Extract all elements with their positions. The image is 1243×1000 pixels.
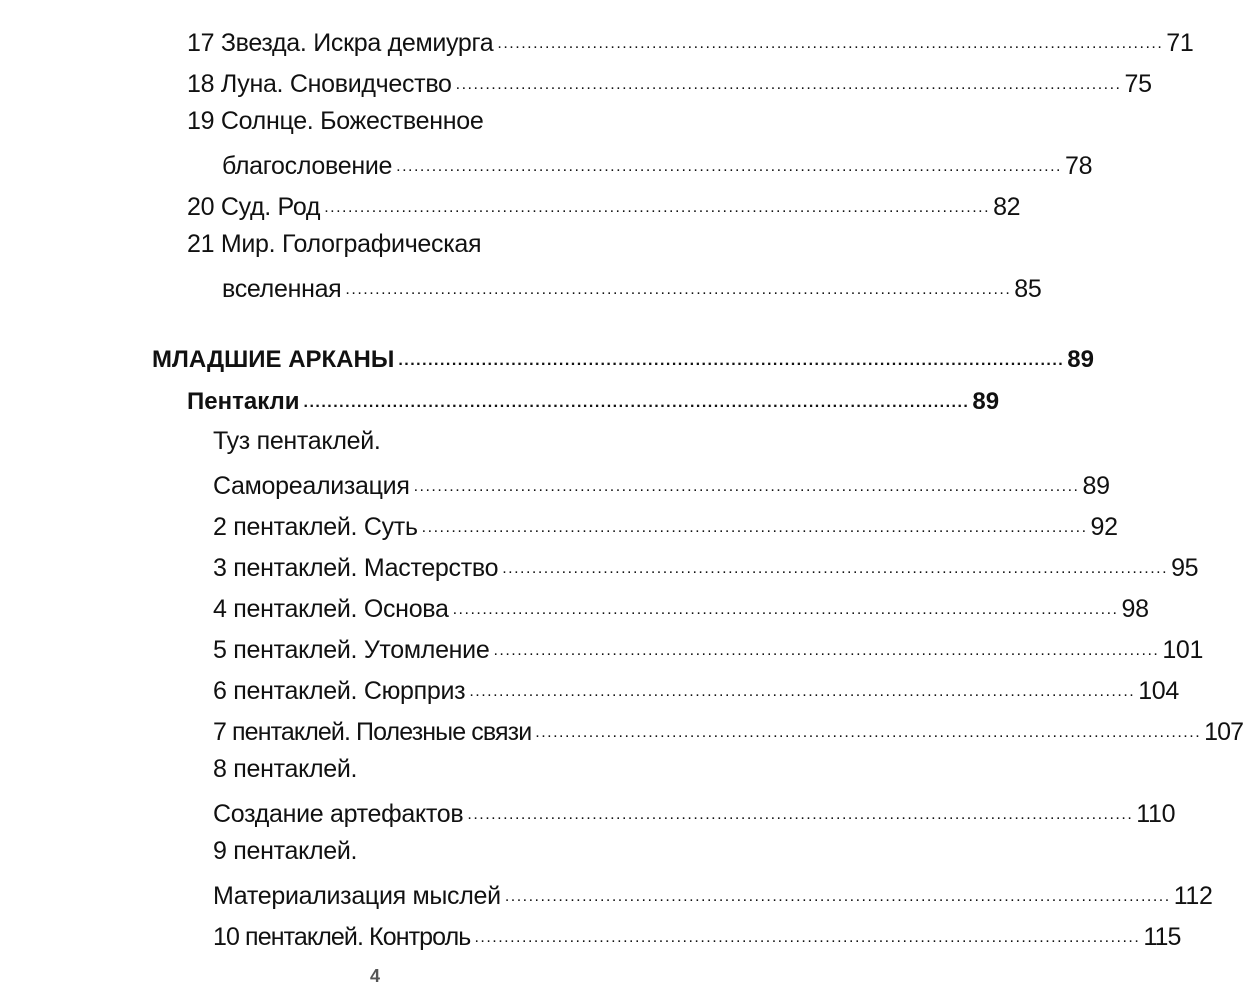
toc-entry-title: 4 пентаклей. Основа: [213, 595, 449, 623]
toc-entry-9-cont: [213, 877, 1213, 911]
toc-entry-title: 3 пентаклей. Мастерство: [213, 554, 499, 582]
dot-leader: ................................................................................................................: [497, 35, 1164, 52]
toc-entry-20: [187, 188, 1021, 222]
toc-entry-page: 115: [1143, 923, 1181, 951]
toc-entry-title: 19 Солнце. Божественное: [187, 107, 484, 135]
toc-entry-5: [213, 631, 1204, 665]
toc-entry-page: 107: [1204, 718, 1243, 746]
toc-entry-title: 9 пентаклей.: [213, 837, 358, 865]
toc-entry-19: [187, 106, 597, 140]
toc-entry-2: [213, 508, 1118, 542]
toc-entry-page: 98: [1121, 595, 1149, 623]
toc-entry-title: Самореализация: [213, 472, 410, 500]
toc-entry-page: 85: [1014, 275, 1042, 303]
toc-entry-page: 101: [1162, 636, 1204, 664]
toc-entry-8-cont: [213, 795, 1176, 829]
toc-entry-title: МЛАДШИЕ АРКАНЫ: [152, 346, 395, 373]
dot-leader: ................................................................................................................: [504, 888, 1171, 905]
toc-entry-title: 20 Суд. Род: [187, 193, 321, 221]
toc-entry-ace: [213, 426, 597, 460]
toc-entry-page: 112: [1173, 882, 1213, 910]
dot-leader: ................................................................................................................: [345, 281, 1012, 298]
toc-entry-title: 2 пентаклей. Суть: [213, 513, 418, 541]
dot-leader: ................................................................................................................: [398, 352, 1065, 369]
toc-entry-title: вселенная: [222, 275, 342, 303]
toc-entry-page: 92: [1090, 513, 1118, 541]
dot-leader: ................................................................................................................: [535, 724, 1202, 741]
toc-entry-title: Туз пентаклей.: [213, 427, 381, 455]
toc-entry-title: 10 пентаклей. Контроль: [213, 923, 471, 951]
dot-leader: ................................................................................................................: [421, 519, 1088, 536]
dot-leader: ................................................................................................................: [452, 601, 1119, 618]
toc-section-minor-arcana: [152, 341, 1094, 375]
toc-entry-title: 21 Мир. Голографическая: [187, 230, 482, 258]
dot-leader: ................................................................................................................: [324, 199, 991, 216]
dot-leader: ................................................................................................................: [502, 560, 1169, 577]
toc-entry-page: 78: [1065, 152, 1093, 180]
toc-entry-title: 7 пентаклей. Полезные связи: [213, 718, 532, 746]
toc-entry-page: 89: [1067, 346, 1094, 373]
toc-entry-4: [213, 590, 1149, 624]
toc-entry-8: [213, 754, 597, 788]
toc-entry-title: благословение: [222, 152, 393, 180]
dot-leader: ................................................................................................................: [469, 683, 1136, 700]
toc-entry-page: 104: [1138, 677, 1180, 705]
toc-entry-title: 17 Звезда. Искра демиурга: [187, 29, 494, 57]
toc-entry-ace-cont: [213, 467, 1110, 501]
toc-entry-title: Создание артефактов: [213, 800, 464, 828]
toc-entry-title: 8 пентаклей.: [213, 755, 358, 783]
toc-entry-page: 89: [1082, 472, 1110, 500]
toc-entry-page: 75: [1124, 70, 1152, 98]
toc-entry-page: 110: [1136, 800, 1176, 828]
toc-entry-21-cont: [222, 270, 1042, 304]
toc-entry-title: Пентакли: [187, 388, 300, 415]
toc-entry-title: Материализация мыслей: [213, 882, 501, 910]
toc-entry-3: [213, 549, 1199, 583]
page-number: 4: [369, 966, 380, 986]
toc-entry-7: [213, 713, 1243, 747]
toc-entry-10: [213, 918, 1181, 952]
toc-entry-title: 18 Луна. Сновидчество: [187, 70, 452, 98]
toc-entry-17: [187, 24, 1194, 58]
toc-entry-21: [187, 229, 597, 263]
toc-subsection-pentacles: [187, 383, 1000, 417]
toc-entry-9: [213, 836, 597, 870]
toc-entry-page: 89: [972, 388, 1000, 415]
toc-entry-title: 6 пентаклей. Сюрприз: [213, 677, 466, 705]
dot-leader: ................................................................................................................: [396, 158, 1062, 175]
toc-entry-page: 71: [1166, 29, 1194, 57]
toc-entry-title: 5 пентаклей. Утомление: [213, 636, 490, 664]
dot-leader: ................................................................................................................: [455, 76, 1122, 93]
toc-entry-19-cont: [222, 147, 1093, 181]
dot-leader: ................................................................................................................: [474, 929, 1141, 946]
toc-entry-6: [213, 672, 1180, 706]
dot-leader: ................................................................................................................: [303, 394, 970, 411]
dot-leader: ................................................................................................................: [413, 478, 1080, 495]
toc-entry-page: 95: [1171, 554, 1199, 582]
dot-leader: ................................................................................................................: [493, 642, 1160, 659]
toc-entry-18: [187, 65, 1152, 99]
dot-leader: ................................................................................................................: [467, 806, 1134, 823]
toc-entry-page: 82: [993, 193, 1021, 221]
